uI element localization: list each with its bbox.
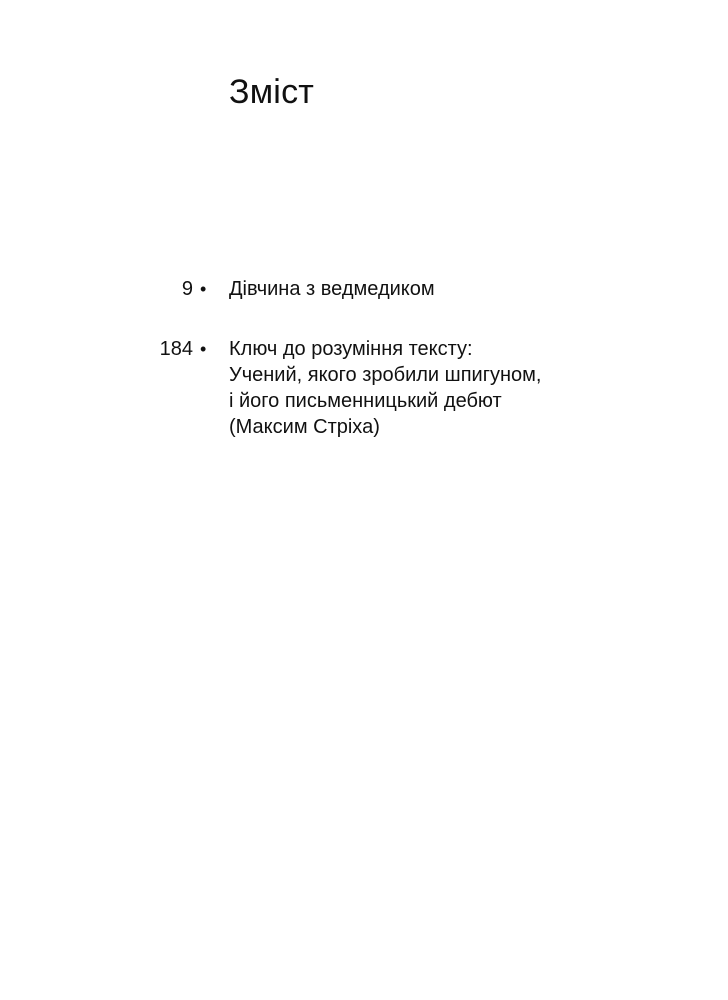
toc-entry-line: Ключ до розуміння тексту:: [229, 338, 473, 360]
bullet-icon: •: [200, 339, 207, 359]
toc-entry-line: (Максим Стріха): [229, 416, 380, 438]
toc-page-number: 9: [181, 278, 193, 300]
toc-entry-title: [229, 276, 689, 302]
toc-entry-line: Учений, якого зробили шпигуном,: [229, 364, 542, 386]
toc-entry-line: Дівчина з ведмедиком: [229, 278, 435, 300]
toc-page-number: 184: [159, 338, 193, 360]
toc-entry-line: і його письменницький дебют: [229, 390, 502, 412]
page-title: Зміст: [229, 73, 315, 111]
toc-entry-title: [229, 336, 689, 440]
bullet-icon: •: [200, 279, 207, 299]
